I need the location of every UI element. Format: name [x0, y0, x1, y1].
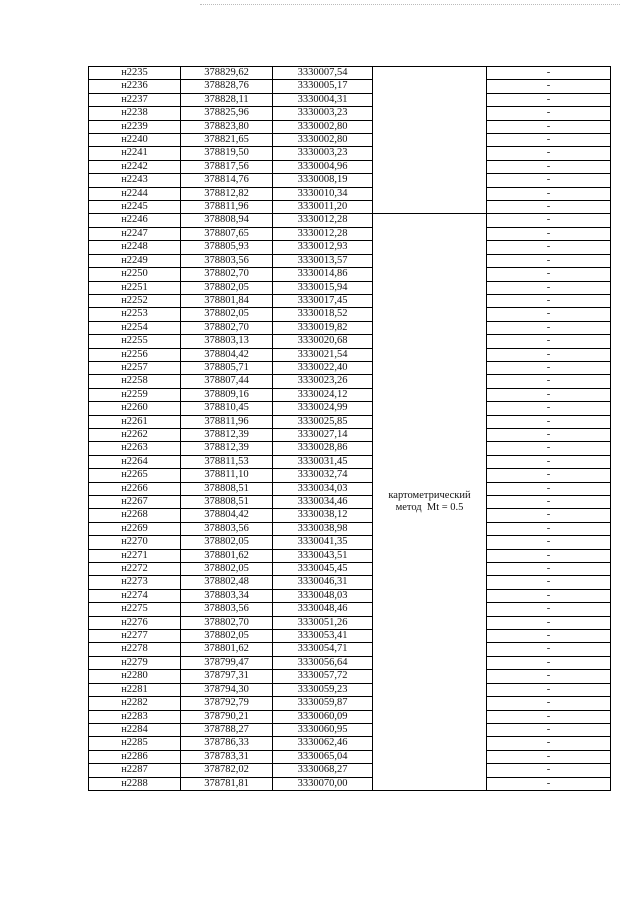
- accuracy-dash-cell: -: [487, 455, 611, 468]
- x-coordinate-cell: 378781,81: [181, 777, 273, 790]
- y-coordinate-cell: 3330031,45: [273, 455, 373, 468]
- x-coordinate-cell: 378803,34: [181, 589, 273, 602]
- scan-artifact-line: [200, 4, 620, 8]
- point-id-cell: н2246: [89, 214, 181, 227]
- point-id-cell: н2257: [89, 361, 181, 374]
- point-id-cell: н2243: [89, 174, 181, 187]
- accuracy-dash-cell: -: [487, 227, 611, 240]
- x-coordinate-cell: 378825,96: [181, 107, 273, 120]
- table-row: [89, 603, 611, 616]
- accuracy-dash-cell: -: [487, 522, 611, 535]
- y-coordinate-cell: 3330043,51: [273, 549, 373, 562]
- point-id-cell: н2244: [89, 187, 181, 200]
- accuracy-dash-cell: -: [487, 670, 611, 683]
- table-row: [89, 187, 611, 200]
- x-coordinate-cell: 378805,93: [181, 241, 273, 254]
- accuracy-dash-cell: -: [487, 201, 611, 214]
- point-id-cell: н2277: [89, 630, 181, 643]
- x-coordinate-cell: 378817,56: [181, 160, 273, 173]
- accuracy-dash-cell: -: [487, 402, 611, 415]
- x-coordinate-cell: 378808,94: [181, 214, 273, 227]
- y-coordinate-cell: 3330059,87: [273, 697, 373, 710]
- y-coordinate-cell: 3330007,54: [273, 67, 373, 80]
- table-row: [89, 656, 611, 669]
- x-coordinate-cell: 378823,80: [181, 120, 273, 133]
- y-coordinate-cell: 3330060,09: [273, 710, 373, 723]
- y-coordinate-cell: 3330048,46: [273, 603, 373, 616]
- x-coordinate-cell: 378802,05: [181, 563, 273, 576]
- point-id-cell: н2261: [89, 415, 181, 428]
- y-coordinate-cell: 3330034,03: [273, 482, 373, 495]
- coordinates-table: [88, 66, 611, 791]
- y-coordinate-cell: 3330024,12: [273, 388, 373, 401]
- x-coordinate-cell: 378803,56: [181, 522, 273, 535]
- accuracy-dash-cell: -: [487, 630, 611, 643]
- point-id-cell: н2245: [89, 201, 181, 214]
- y-coordinate-cell: 3330004,31: [273, 93, 373, 106]
- y-coordinate-cell: 3330062,46: [273, 737, 373, 750]
- point-id-cell: н2254: [89, 321, 181, 334]
- accuracy-dash-cell: -: [487, 294, 611, 307]
- x-coordinate-cell: 378807,65: [181, 227, 273, 240]
- x-coordinate-cell: 378812,39: [181, 442, 273, 455]
- table-row: [89, 683, 611, 696]
- point-id-cell: н2265: [89, 469, 181, 482]
- accuracy-dash-cell: -: [487, 777, 611, 790]
- x-coordinate-cell: 378801,84: [181, 294, 273, 307]
- y-coordinate-cell: 3330003,23: [273, 147, 373, 160]
- accuracy-dash-cell: -: [487, 254, 611, 267]
- y-coordinate-cell: 3330038,12: [273, 509, 373, 522]
- accuracy-dash-cell: -: [487, 147, 611, 160]
- point-id-cell: н2282: [89, 697, 181, 710]
- point-id-cell: н2280: [89, 670, 181, 683]
- x-coordinate-cell: 378812,82: [181, 187, 273, 200]
- table-row: [89, 321, 611, 334]
- table-row: [89, 737, 611, 750]
- y-coordinate-cell: 3330048,03: [273, 589, 373, 602]
- accuracy-dash-cell: -: [487, 415, 611, 428]
- point-id-cell: н2252: [89, 294, 181, 307]
- accuracy-dash-cell: -: [487, 268, 611, 281]
- y-coordinate-cell: 3330054,71: [273, 643, 373, 656]
- table-row: [89, 147, 611, 160]
- method-cell-empty: [373, 67, 487, 214]
- y-coordinate-cell: 3330032,74: [273, 469, 373, 482]
- point-id-cell: н2258: [89, 375, 181, 388]
- y-coordinate-cell: 3330002,80: [273, 120, 373, 133]
- table-row: [89, 482, 611, 495]
- x-coordinate-cell: 378803,13: [181, 335, 273, 348]
- point-id-cell: н2249: [89, 254, 181, 267]
- table-row: [89, 402, 611, 415]
- point-id-cell: н2275: [89, 603, 181, 616]
- x-coordinate-cell: 378810,45: [181, 402, 273, 415]
- y-coordinate-cell: 3330011,20: [273, 201, 373, 214]
- accuracy-dash-cell: -: [487, 563, 611, 576]
- point-id-cell: н2262: [89, 428, 181, 441]
- y-coordinate-cell: 3330045,45: [273, 563, 373, 576]
- accuracy-dash-cell: -: [487, 723, 611, 736]
- accuracy-dash-cell: -: [487, 67, 611, 80]
- table-row: [89, 388, 611, 401]
- y-coordinate-cell: 3330065,04: [273, 750, 373, 763]
- table-row: [89, 455, 611, 468]
- x-coordinate-cell: 378790,21: [181, 710, 273, 723]
- point-id-cell: н2287: [89, 764, 181, 777]
- accuracy-dash-cell: -: [487, 482, 611, 495]
- x-coordinate-cell: 378804,42: [181, 509, 273, 522]
- table-row: [89, 415, 611, 428]
- x-coordinate-cell: 378799,47: [181, 656, 273, 669]
- x-coordinate-cell: 378808,51: [181, 482, 273, 495]
- table-row: [89, 107, 611, 120]
- accuracy-dash-cell: -: [487, 388, 611, 401]
- point-id-cell: н2242: [89, 160, 181, 173]
- accuracy-dash-cell: -: [487, 656, 611, 669]
- x-coordinate-cell: 378786,33: [181, 737, 273, 750]
- table-row: [89, 469, 611, 482]
- point-id-cell: н2236: [89, 80, 181, 93]
- y-coordinate-cell: 3330028,86: [273, 442, 373, 455]
- x-coordinate-cell: 378814,76: [181, 174, 273, 187]
- x-coordinate-cell: 378802,70: [181, 268, 273, 281]
- table-row: [89, 723, 611, 736]
- accuracy-dash-cell: -: [487, 737, 611, 750]
- table-row: [89, 160, 611, 173]
- x-coordinate-cell: 378821,65: [181, 134, 273, 147]
- table-row: [89, 710, 611, 723]
- table-row: [89, 80, 611, 93]
- point-id-cell: н2259: [89, 388, 181, 401]
- y-coordinate-cell: 3330068,27: [273, 764, 373, 777]
- point-id-cell: н2286: [89, 750, 181, 763]
- table-row: [89, 268, 611, 281]
- table-row: [89, 174, 611, 187]
- point-id-cell: н2235: [89, 67, 181, 80]
- y-coordinate-cell: 3330015,94: [273, 281, 373, 294]
- x-coordinate-cell: 378807,44: [181, 375, 273, 388]
- table-row: [89, 93, 611, 106]
- x-coordinate-cell: 378802,70: [181, 616, 273, 629]
- accuracy-dash-cell: -: [487, 241, 611, 254]
- y-coordinate-cell: 3330012,28: [273, 214, 373, 227]
- accuracy-dash-cell: -: [487, 576, 611, 589]
- x-coordinate-cell: 378802,05: [181, 630, 273, 643]
- point-id-cell: н2269: [89, 522, 181, 535]
- point-id-cell: н2256: [89, 348, 181, 361]
- table-row: [89, 442, 611, 455]
- accuracy-dash-cell: -: [487, 536, 611, 549]
- y-coordinate-cell: 3330053,41: [273, 630, 373, 643]
- accuracy-dash-cell: -: [487, 509, 611, 522]
- x-coordinate-cell: 378794,30: [181, 683, 273, 696]
- x-coordinate-cell: 378828,11: [181, 93, 273, 106]
- point-id-cell: н2248: [89, 241, 181, 254]
- point-id-cell: н2250: [89, 268, 181, 281]
- x-coordinate-cell: 378804,42: [181, 348, 273, 361]
- accuracy-dash-cell: -: [487, 134, 611, 147]
- accuracy-dash-cell: -: [487, 174, 611, 187]
- accuracy-dash-cell: -: [487, 643, 611, 656]
- point-id-cell: н2260: [89, 402, 181, 415]
- method-label-line1: картометрический: [388, 489, 471, 501]
- y-coordinate-cell: 3330038,98: [273, 522, 373, 535]
- x-coordinate-cell: 378812,39: [181, 428, 273, 441]
- point-id-cell: н2273: [89, 576, 181, 589]
- y-coordinate-cell: 3330010,34: [273, 187, 373, 200]
- y-coordinate-cell: 3330012,28: [273, 227, 373, 240]
- y-coordinate-cell: 3330056,64: [273, 656, 373, 669]
- y-coordinate-cell: 3330041,35: [273, 536, 373, 549]
- table-row: [89, 428, 611, 441]
- x-coordinate-cell: 378803,56: [181, 254, 273, 267]
- y-coordinate-cell: 3330020,68: [273, 335, 373, 348]
- table-row: [89, 335, 611, 348]
- table-row: [89, 214, 611, 227]
- y-coordinate-cell: 3330023,26: [273, 375, 373, 388]
- accuracy-dash-cell: -: [487, 348, 611, 361]
- point-id-cell: н2281: [89, 683, 181, 696]
- table-row: [89, 549, 611, 562]
- point-id-cell: н2270: [89, 536, 181, 549]
- method-label-line2: метод Mt = 0.5: [395, 502, 464, 514]
- table-row: [89, 589, 611, 602]
- y-coordinate-cell: 3330005,17: [273, 80, 373, 93]
- accuracy-dash-cell: -: [487, 80, 611, 93]
- point-id-cell: н2279: [89, 656, 181, 669]
- x-coordinate-cell: 378802,70: [181, 321, 273, 334]
- y-coordinate-cell: 3330003,23: [273, 107, 373, 120]
- x-coordinate-cell: 378782,02: [181, 764, 273, 777]
- table-row: [89, 750, 611, 763]
- accuracy-dash-cell: -: [487, 589, 611, 602]
- accuracy-dash-cell: -: [487, 442, 611, 455]
- x-coordinate-cell: 378802,05: [181, 536, 273, 549]
- table-row: [89, 375, 611, 388]
- x-coordinate-cell: 378811,53: [181, 455, 273, 468]
- x-coordinate-cell: 378819,50: [181, 147, 273, 160]
- accuracy-dash-cell: -: [487, 549, 611, 562]
- point-id-cell: н2285: [89, 737, 181, 750]
- table-row: [89, 308, 611, 321]
- y-coordinate-cell: 3330034,46: [273, 496, 373, 509]
- point-id-cell: н2253: [89, 308, 181, 321]
- table-row: [89, 294, 611, 307]
- x-coordinate-cell: 378828,76: [181, 80, 273, 93]
- y-coordinate-cell: 3330060,95: [273, 723, 373, 736]
- y-coordinate-cell: 3330012,93: [273, 241, 373, 254]
- y-coordinate-cell: 3330004,96: [273, 160, 373, 173]
- point-id-cell: н2274: [89, 589, 181, 602]
- point-id-cell: н2255: [89, 335, 181, 348]
- y-coordinate-cell: 3330070,00: [273, 777, 373, 790]
- y-coordinate-cell: 3330008,19: [273, 174, 373, 187]
- table-row: [89, 563, 611, 576]
- y-coordinate-cell: 3330019,82: [273, 321, 373, 334]
- method-cell: [373, 214, 487, 790]
- x-coordinate-cell: 378811,96: [181, 415, 273, 428]
- table-row: [89, 227, 611, 240]
- x-coordinate-cell: 378811,96: [181, 201, 273, 214]
- x-coordinate-cell: 378808,51: [181, 496, 273, 509]
- point-id-cell: н2239: [89, 120, 181, 133]
- accuracy-dash-cell: -: [487, 93, 611, 106]
- accuracy-dash-cell: -: [487, 697, 611, 710]
- accuracy-dash-cell: -: [487, 469, 611, 482]
- point-id-cell: н2272: [89, 563, 181, 576]
- x-coordinate-cell: 378788,27: [181, 723, 273, 736]
- point-id-cell: н2266: [89, 482, 181, 495]
- table-row: [89, 522, 611, 535]
- x-coordinate-cell: 378802,05: [181, 281, 273, 294]
- accuracy-dash-cell: -: [487, 750, 611, 763]
- y-coordinate-cell: 3330051,26: [273, 616, 373, 629]
- table-row: [89, 670, 611, 683]
- y-coordinate-cell: 3330046,31: [273, 576, 373, 589]
- accuracy-dash-cell: -: [487, 107, 611, 120]
- table-row: [89, 697, 611, 710]
- table-row: [89, 281, 611, 294]
- table-row: [89, 496, 611, 509]
- table-row: [89, 201, 611, 214]
- accuracy-dash-cell: -: [487, 361, 611, 374]
- coordinates-table-body: [89, 67, 611, 791]
- y-coordinate-cell: 3330024,99: [273, 402, 373, 415]
- x-coordinate-cell: 378801,62: [181, 549, 273, 562]
- y-coordinate-cell: 3330014,86: [273, 268, 373, 281]
- y-coordinate-cell: 3330027,14: [273, 428, 373, 441]
- accuracy-dash-cell: -: [487, 764, 611, 777]
- x-coordinate-cell: 378803,56: [181, 603, 273, 616]
- y-coordinate-cell: 3330025,85: [273, 415, 373, 428]
- table-row: [89, 348, 611, 361]
- x-coordinate-cell: 378802,48: [181, 576, 273, 589]
- table-row: [89, 764, 611, 777]
- y-coordinate-cell: 3330022,40: [273, 361, 373, 374]
- y-coordinate-cell: 3330018,52: [273, 308, 373, 321]
- point-id-cell: н2264: [89, 455, 181, 468]
- accuracy-dash-cell: -: [487, 616, 611, 629]
- point-id-cell: н2263: [89, 442, 181, 455]
- table-row: [89, 509, 611, 522]
- point-id-cell: н2283: [89, 710, 181, 723]
- accuracy-dash-cell: -: [487, 281, 611, 294]
- point-id-cell: н2278: [89, 643, 181, 656]
- point-id-cell: н2276: [89, 616, 181, 629]
- point-id-cell: н2271: [89, 549, 181, 562]
- accuracy-dash-cell: -: [487, 160, 611, 173]
- point-id-cell: н2267: [89, 496, 181, 509]
- y-coordinate-cell: 3330059,23: [273, 683, 373, 696]
- table-row: [89, 576, 611, 589]
- x-coordinate-cell: 378802,05: [181, 308, 273, 321]
- accuracy-dash-cell: -: [487, 321, 611, 334]
- x-coordinate-cell: 378809,16: [181, 388, 273, 401]
- table-row: [89, 643, 611, 656]
- point-id-cell: н2237: [89, 93, 181, 106]
- accuracy-dash-cell: -: [487, 335, 611, 348]
- table-row: [89, 67, 611, 80]
- y-coordinate-cell: 3330057,72: [273, 670, 373, 683]
- point-id-cell: н2247: [89, 227, 181, 240]
- y-coordinate-cell: 3330021,54: [273, 348, 373, 361]
- x-coordinate-cell: 378797,31: [181, 670, 273, 683]
- accuracy-dash-cell: -: [487, 710, 611, 723]
- point-id-cell: н2284: [89, 723, 181, 736]
- table-row: [89, 616, 611, 629]
- accuracy-dash-cell: -: [487, 496, 611, 509]
- accuracy-dash-cell: -: [487, 308, 611, 321]
- y-coordinate-cell: 3330017,45: [273, 294, 373, 307]
- point-id-cell: н2268: [89, 509, 181, 522]
- table-row: [89, 254, 611, 267]
- accuracy-dash-cell: -: [487, 187, 611, 200]
- accuracy-dash-cell: -: [487, 603, 611, 616]
- point-id-cell: н2251: [89, 281, 181, 294]
- point-id-cell: н2288: [89, 777, 181, 790]
- table-row: [89, 120, 611, 133]
- accuracy-dash-cell: -: [487, 428, 611, 441]
- table-row: [89, 777, 611, 790]
- accuracy-dash-cell: -: [487, 375, 611, 388]
- table-row: [89, 536, 611, 549]
- y-coordinate-cell: 3330013,57: [273, 254, 373, 267]
- accuracy-dash-cell: -: [487, 214, 611, 227]
- table-row: [89, 630, 611, 643]
- accuracy-dash-cell: -: [487, 120, 611, 133]
- table-row: [89, 134, 611, 147]
- table-row: [89, 241, 611, 254]
- point-id-cell: н2238: [89, 107, 181, 120]
- x-coordinate-cell: 378801,62: [181, 643, 273, 656]
- x-coordinate-cell: 378805,71: [181, 361, 273, 374]
- x-coordinate-cell: 378829,62: [181, 67, 273, 80]
- accuracy-dash-cell: -: [487, 683, 611, 696]
- table-row: [89, 361, 611, 374]
- point-id-cell: н2241: [89, 147, 181, 160]
- y-coordinate-cell: 3330002,80: [273, 134, 373, 147]
- x-coordinate-cell: 378811,10: [181, 469, 273, 482]
- point-id-cell: н2240: [89, 134, 181, 147]
- x-coordinate-cell: 378783,31: [181, 750, 273, 763]
- x-coordinate-cell: 378792,79: [181, 697, 273, 710]
